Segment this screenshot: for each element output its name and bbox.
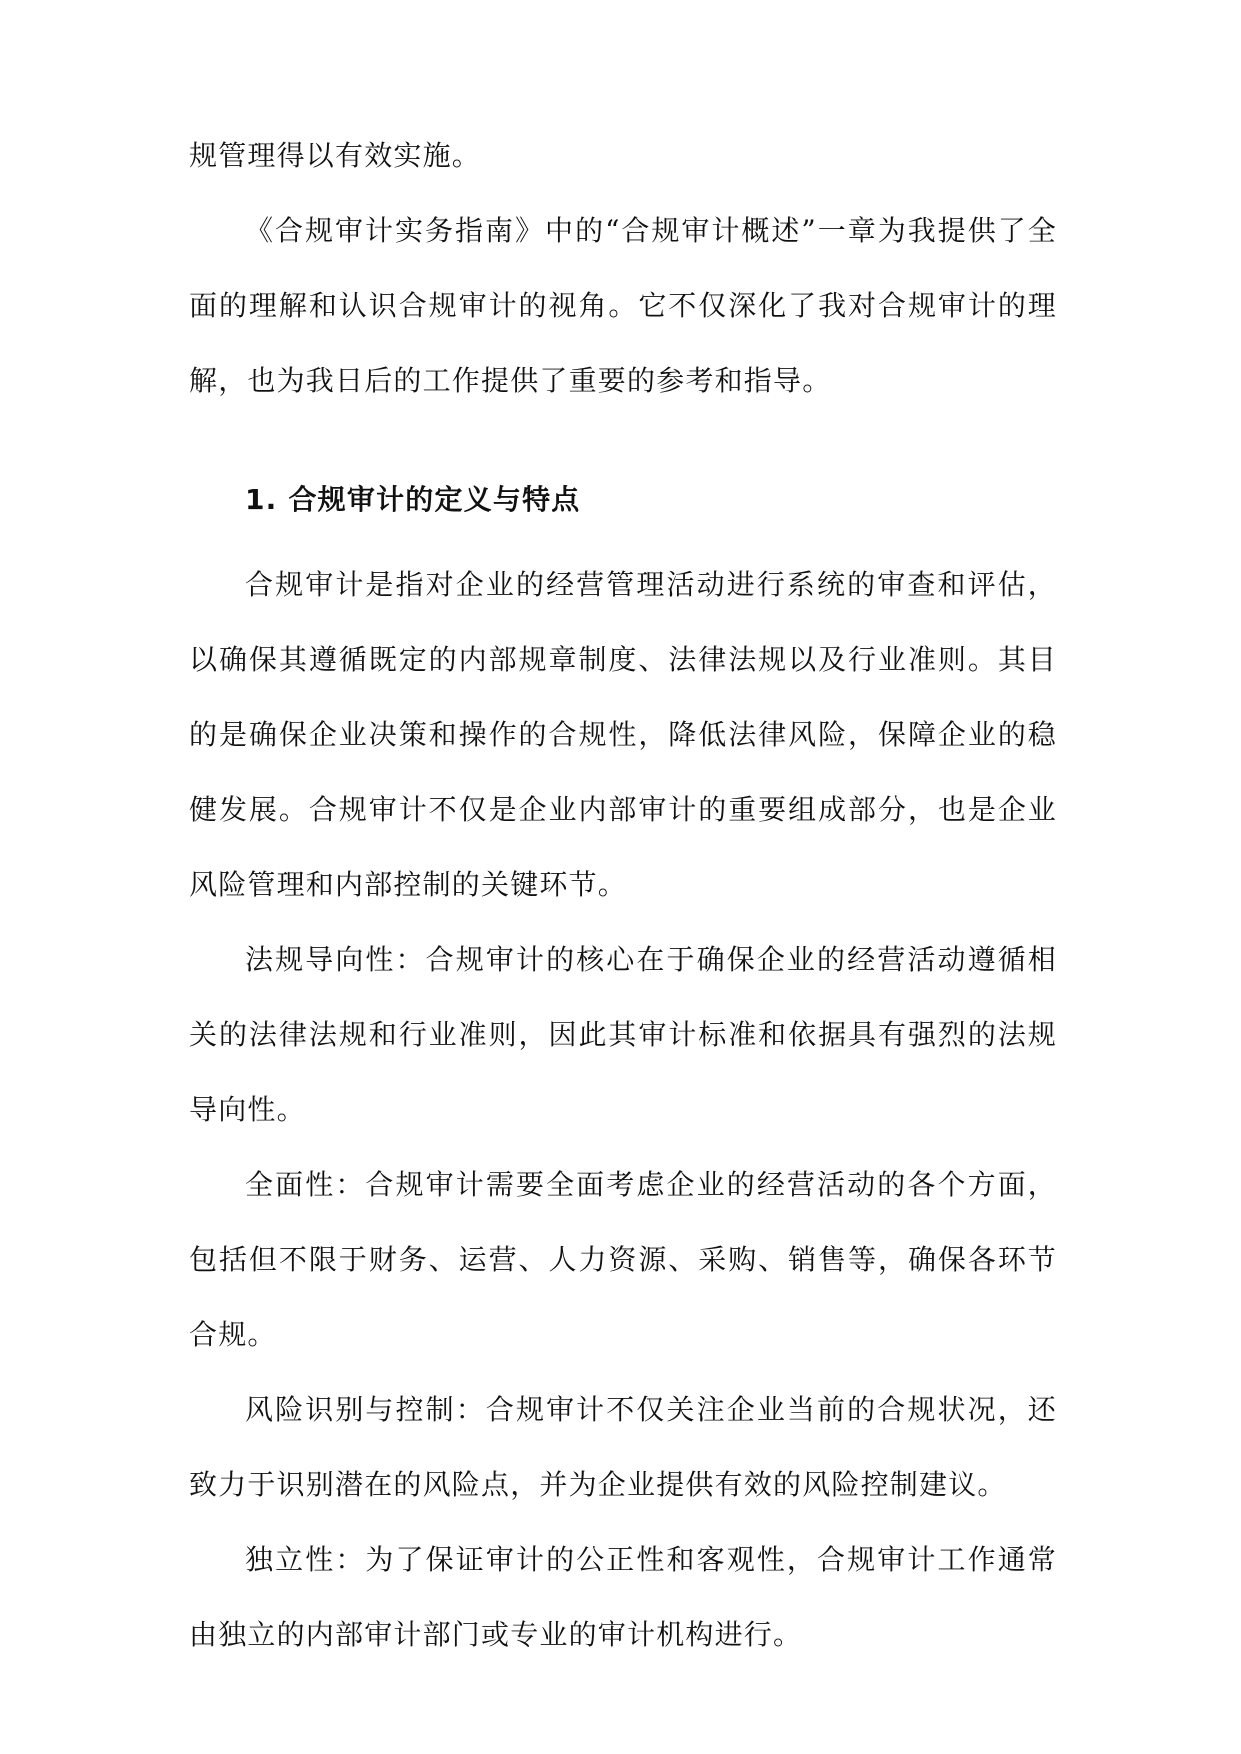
paragraph-intro: 《合规审计实务指南》中的“合规审计概述”一章为我提供了全面的理解和认识合规审计的视角。它不仅深化了我对合规审计的理解，也为我日后的工作提供了重要的参考和指导。 (189, 214, 1057, 397)
section-heading: 1. 合规审计的定义与特点 (245, 483, 581, 516)
paragraph-risk-control: 风险识别与控制：合规审计不仅关注企业当前的合规状况，还致力于识别潜在的风险点，并为企业提供有效的风险控制建议。 (189, 1393, 1057, 1501)
paragraph-continuation: 规管理得以有效实施。 (189, 139, 482, 172)
paragraph-comprehensive: 全面性：合规审计需要全面考虑企业的经营活动的各个方面，包括但不限于财务、运营、人力资源、采购、销售等，确保各环节合规。 (189, 1168, 1057, 1351)
paragraph-definition: 合规审计是指对企业的经营管理活动进行系统的审查和评估，以确保其遵循既定的内部规章制度、法律法规以及行业准则。其目的是确保企业决策和操作的合规性，降低法律风险，保障企业的稳健发展。合规审计不仅是企业内部审计的重要组成部分，也是企业风险管理和内部控制的关键环节。 (189, 568, 1057, 901)
paragraph-independence: 独立性：为了保证审计的公正性和客观性，合规审计工作通常由独立的内部审计部门或专业的审计机构进行。 (189, 1543, 1057, 1651)
paragraph-regulation-oriented: 法规导向性：合规审计的核心在于确保企业的经营活动遵循相关的法律法规和行业准则，因此其审计标准和依据具有强烈的法规导向性。 (189, 943, 1057, 1126)
top-text-block (189, 118, 1057, 418)
section-text-block (189, 547, 1057, 1672)
